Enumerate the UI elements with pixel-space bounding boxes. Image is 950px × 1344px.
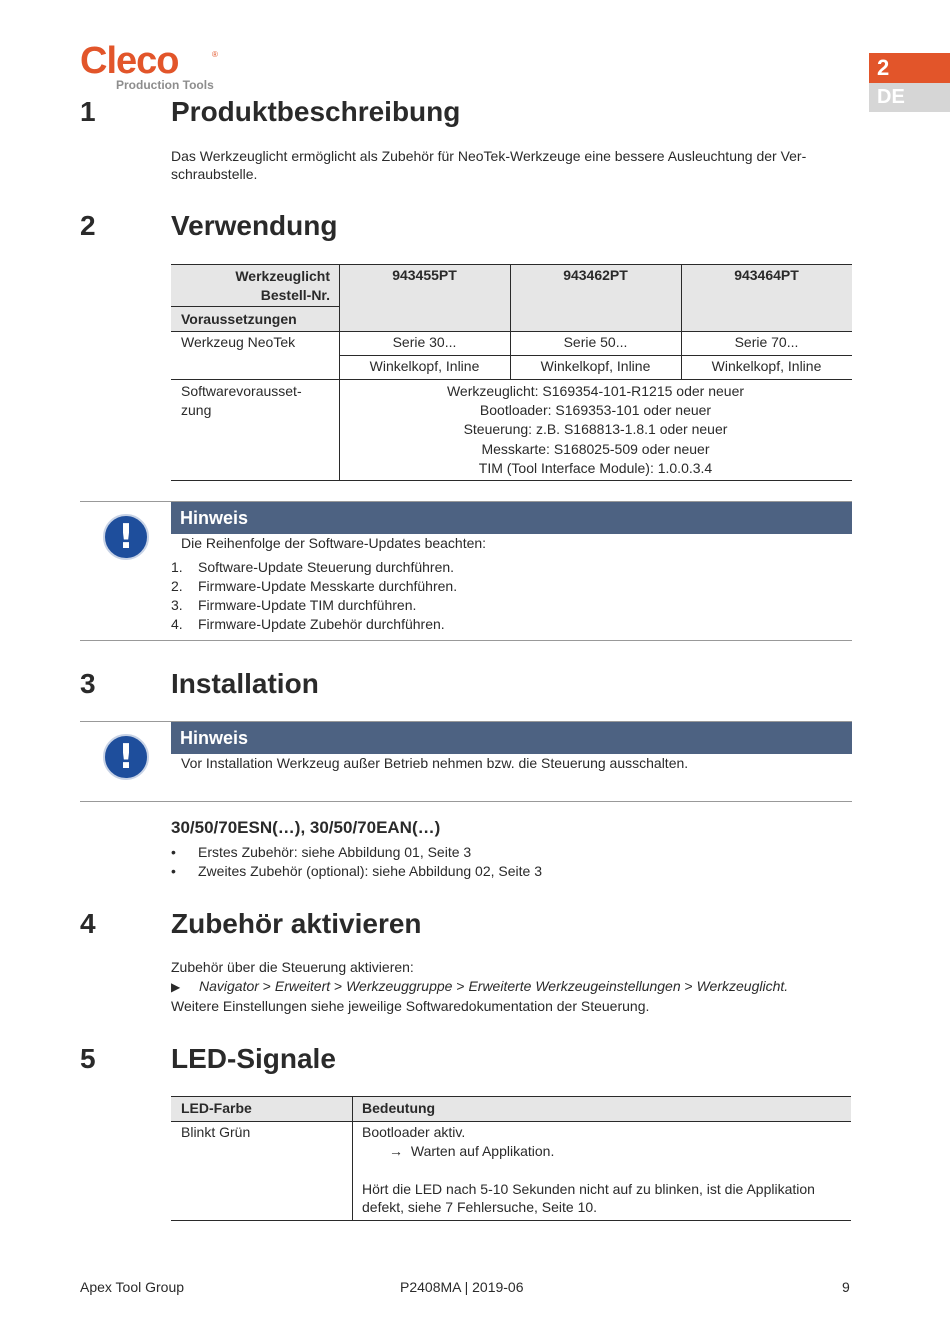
table-row-label: Werkzeug NeoTek xyxy=(181,334,296,350)
led-meaning-line: → Warten auf Applikation. xyxy=(389,1143,555,1159)
notice-title: Hinweis xyxy=(171,502,852,534)
bullet-item: • Zweites Zubehör (optional): siehe Abbildung 02, Seite 3 xyxy=(171,863,542,879)
section-1-number: 1 xyxy=(80,96,96,127)
led-meaning-line: Bootloader aktiv. xyxy=(362,1124,466,1140)
table-col-header: 943464PT xyxy=(734,267,799,283)
table-col-header: LED-Farbe xyxy=(181,1100,252,1116)
table-col-header: 943455PT xyxy=(392,267,457,283)
table-cell: Winkelkopf, Inline xyxy=(369,358,480,374)
section-1-title: Produktbeschreibung xyxy=(171,96,461,127)
bullet-item: • Erstes Zubehör: siehe Abbildung 01, Seite 3 xyxy=(171,844,472,860)
section-3-number: 3 xyxy=(80,668,96,699)
section-2-title: Verwendung xyxy=(171,210,338,241)
table-cell: Winkelkopf, Inline xyxy=(540,358,651,374)
exclamation-icon: ! xyxy=(103,514,149,560)
right-arrow-icon: → xyxy=(389,1143,403,1159)
table-corner-label: Werkzeuglicht Bestell-Nr. xyxy=(235,268,330,303)
section-1-text: Das Werkzeuglicht ermöglicht als Zubehör für NeoTek-Werkzeuge eine bessere Ausleuchtung der Ver-schraubstelle. xyxy=(171,148,807,182)
notice-title: Hinweis xyxy=(171,722,852,754)
table-cell: Serie 50... xyxy=(563,334,628,350)
chapter-tab-language: DE xyxy=(869,83,950,112)
notice-text: Vor Installation Werkzeug außer Betrieb nehmen bzw. die Steuerung ausschalten. xyxy=(181,755,689,771)
software-requirements-cell: Werkzeuglicht: S169354-101-R1215 oder neuer Bootloader: S169353-101 oder neuer Steuerung: z.B. S168813-1.8.1 oder neuer Messkarte: S168025-509 oder neuer TIM (Tool Interface Module): 1.0.0.3.4 xyxy=(446,383,745,476)
footer-document-id: P2408MA | 2019-06 xyxy=(400,1279,524,1295)
table-voraussetzungen-label: Voraussetzungen xyxy=(181,311,297,327)
chapter-tab-number: 2 xyxy=(869,53,950,83)
settings-note: Weitere Einstellungen siehe jeweilige Softwaredokumentation der Steuerung. xyxy=(171,998,650,1014)
list-item: 1. Software-Update Steuerung durchführen. xyxy=(171,559,455,575)
led-meaning-line: Hört die LED nach 5-10 Sekunden nicht auf zu blinken, ist die Applikation xyxy=(362,1181,815,1197)
section-5-number: 5 xyxy=(80,1043,96,1074)
list-item: 2. Firmware-Update Messkarte durchführen. xyxy=(171,578,458,594)
footer-company: Apex Tool Group xyxy=(80,1279,185,1295)
notice-intro: Die Reihenfolge der Software-Updates beachten: xyxy=(181,535,487,551)
play-arrow-icon: ▶ xyxy=(171,980,181,994)
section-2-number: 2 xyxy=(80,210,96,241)
model-subheading: 30/50/70ESN(…), 30/50/70EAN(…) xyxy=(171,818,441,837)
footer-page-number: 9 xyxy=(842,1279,850,1295)
cleco-logo: Cleco xyxy=(80,40,179,82)
notice-bottom-rule xyxy=(80,801,852,802)
table-cell: Serie 30... xyxy=(392,334,457,350)
list-item: 4. Firmware-Update Zubehör durchführen. xyxy=(171,616,445,632)
activation-intro: Zubehör über die Steuerung aktivieren: xyxy=(171,959,414,975)
list-item: 3. Firmware-Update TIM durchführen. xyxy=(171,597,417,613)
section-4-number: 4 xyxy=(80,908,96,939)
exclamation-icon: ! xyxy=(103,734,149,780)
table-col-header: Bedeutung xyxy=(362,1100,436,1116)
notice-bottom-rule xyxy=(80,640,852,641)
table-row-label: Softwarevorausset- zung xyxy=(181,383,302,418)
table-cell: Serie 70... xyxy=(734,334,799,350)
section-4-title: Zubehör aktivieren xyxy=(171,908,422,939)
section-3-title: Installation xyxy=(171,668,319,699)
navigation-path: ▶ Navigator > Erweitert > Werkzeuggruppe > Erweiterte Werkzeugeinstellungen > Werkzeuglicht. xyxy=(171,978,789,994)
led-meaning-line: defekt, siehe 7 Fehlersuche, Seite 10. xyxy=(362,1199,598,1215)
led-color-cell: Blinkt Grün xyxy=(181,1124,251,1140)
section-5-title: LED-Signale xyxy=(171,1043,336,1074)
registered-mark: ® xyxy=(212,50,218,59)
table-col-header: 943462PT xyxy=(563,267,628,283)
logo-subtitle: Production Tools xyxy=(116,78,214,92)
table-cell: Winkelkopf, Inline xyxy=(711,358,822,374)
